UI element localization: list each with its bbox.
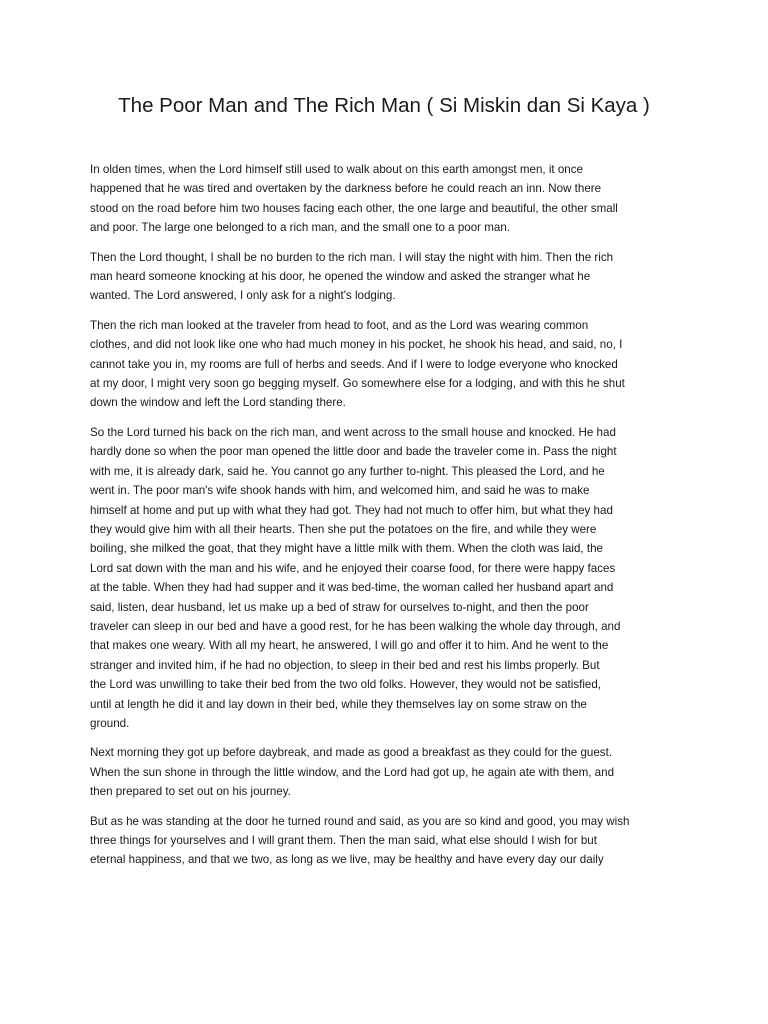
text-line: at the table. When they had had supper and it was bed-time, the woman called her husband apart and: [90, 581, 614, 595]
paragraph: [90, 160, 700, 238]
text-line: himself at home and put up with what they had got. They had not much to offer him, but what they had: [90, 503, 613, 517]
text-line: three things for yourselves and I will grant them. Then the man said, what else should I wish for but: [90, 834, 597, 847]
text-line: with me, it is already dark, said he. You cannot go any further to-night. This pleased the Lord, and he: [90, 464, 605, 478]
paragraph: [90, 316, 700, 413]
text-line: wanted. The Lord answered, I only ask for a night's lodging.: [90, 289, 396, 303]
text-line: Then the Lord thought, I shall be no burden to the rich man. I will stay the night with him. Then the rich: [90, 250, 614, 264]
text-line: So the Lord turned his back on the rich man, and went across to the small house and knocked. He had: [90, 425, 616, 439]
document-title: The Poor Man and The Rich Man ( Si Miskin dan Si Kaya ): [118, 94, 650, 117]
text-line: and poor. The large one belonged to a rich man, and the small one to a poor man.: [90, 221, 511, 235]
text-line: boiling, she milked the goat, that they might have a little milk with them. When the cloth was laid, the: [90, 542, 603, 556]
text-line: stood on the road before him two houses facing each other, the one large and beautiful, the other small: [90, 201, 618, 215]
text-line: ground.: [90, 716, 130, 730]
text-line: that makes one weary. With all my heart, he answered, I will go and offer it to him. And he went to the: [90, 639, 609, 653]
text-line: went in. The poor man's wife shook hands with him, and welcomed him, and said he was to make: [90, 484, 590, 498]
text-line: said, listen, dear husband, let us make up a bed of straw for ourselves to-night, and then the poor: [90, 600, 589, 614]
text-line: stranger and invited him, if he had no objection, to sleep in their bed and rest his limbs properly. But: [90, 658, 600, 672]
paragraph: [90, 812, 700, 870]
text-line: eternal happiness, and that we two, as long as we live, may be healthy and have every day our daily: [90, 853, 604, 867]
text-line: then prepared to set out on his journey.: [90, 785, 291, 799]
paragraph: [90, 423, 700, 734]
text-line: clothes, and did not look like one who had much money in his pocket, he shook his head, and said, no, I: [90, 338, 623, 352]
text-line: at my door, I might very soon go begging myself. Go somewhere else for a lodging, and with this he shut: [90, 377, 625, 391]
text-line: Then the rich man looked at the traveler from head to foot, and as the Lord was wearing common: [90, 318, 589, 332]
paragraph: [90, 743, 700, 801]
text-line: But as he was standing at the door he turned round and said, as you are so kind and good, you may wish: [90, 814, 630, 828]
text-line: cannot take you in, my rooms are full of herbs and seeds. And if I were to lodge everyone who knocked: [90, 357, 618, 371]
text-line: the Lord was unwilling to take their bed from the two old folks. However, they would not be satisfied,: [90, 678, 602, 692]
paragraph: [90, 248, 700, 306]
text-line: happened that he was tired and overtaken by the darkness before he could reach an inn. Now there: [90, 182, 602, 196]
text-line: traveler can sleep in our bed and have a good rest, for he has been walking the whole day through, and: [90, 619, 621, 633]
text-line: When the sun shone in through the little window, and the Lord had got up, he again ate with them, and: [90, 765, 615, 779]
text-line: Next morning they got up before daybreak, and made as good a breakfast as they could for the guest.: [90, 746, 613, 760]
text-line: Lord sat down with the man and his wife, and he enjoyed their coarse food, for there were happy faces: [90, 561, 616, 575]
document-body: [90, 160, 700, 880]
text-line: man heard someone knocking at his door, he opened the window and asked the stranger what he: [90, 270, 591, 284]
text-line: hardly done so when the poor man opened the little door and bade the traveler come in. Pass the night: [90, 445, 617, 459]
text-line: until at length he did it and lay down in their bed, while they themselves lay on some straw on the: [90, 697, 587, 711]
text-line: down the window and left the Lord standing there.: [90, 396, 346, 410]
text-line: they would give him with all their hearts. Then she put the potatoes on the fire, and while they were: [90, 522, 597, 536]
text-line: In olden times, when the Lord himself still used to walk about on this earth amongst men, it once: [90, 163, 584, 176]
